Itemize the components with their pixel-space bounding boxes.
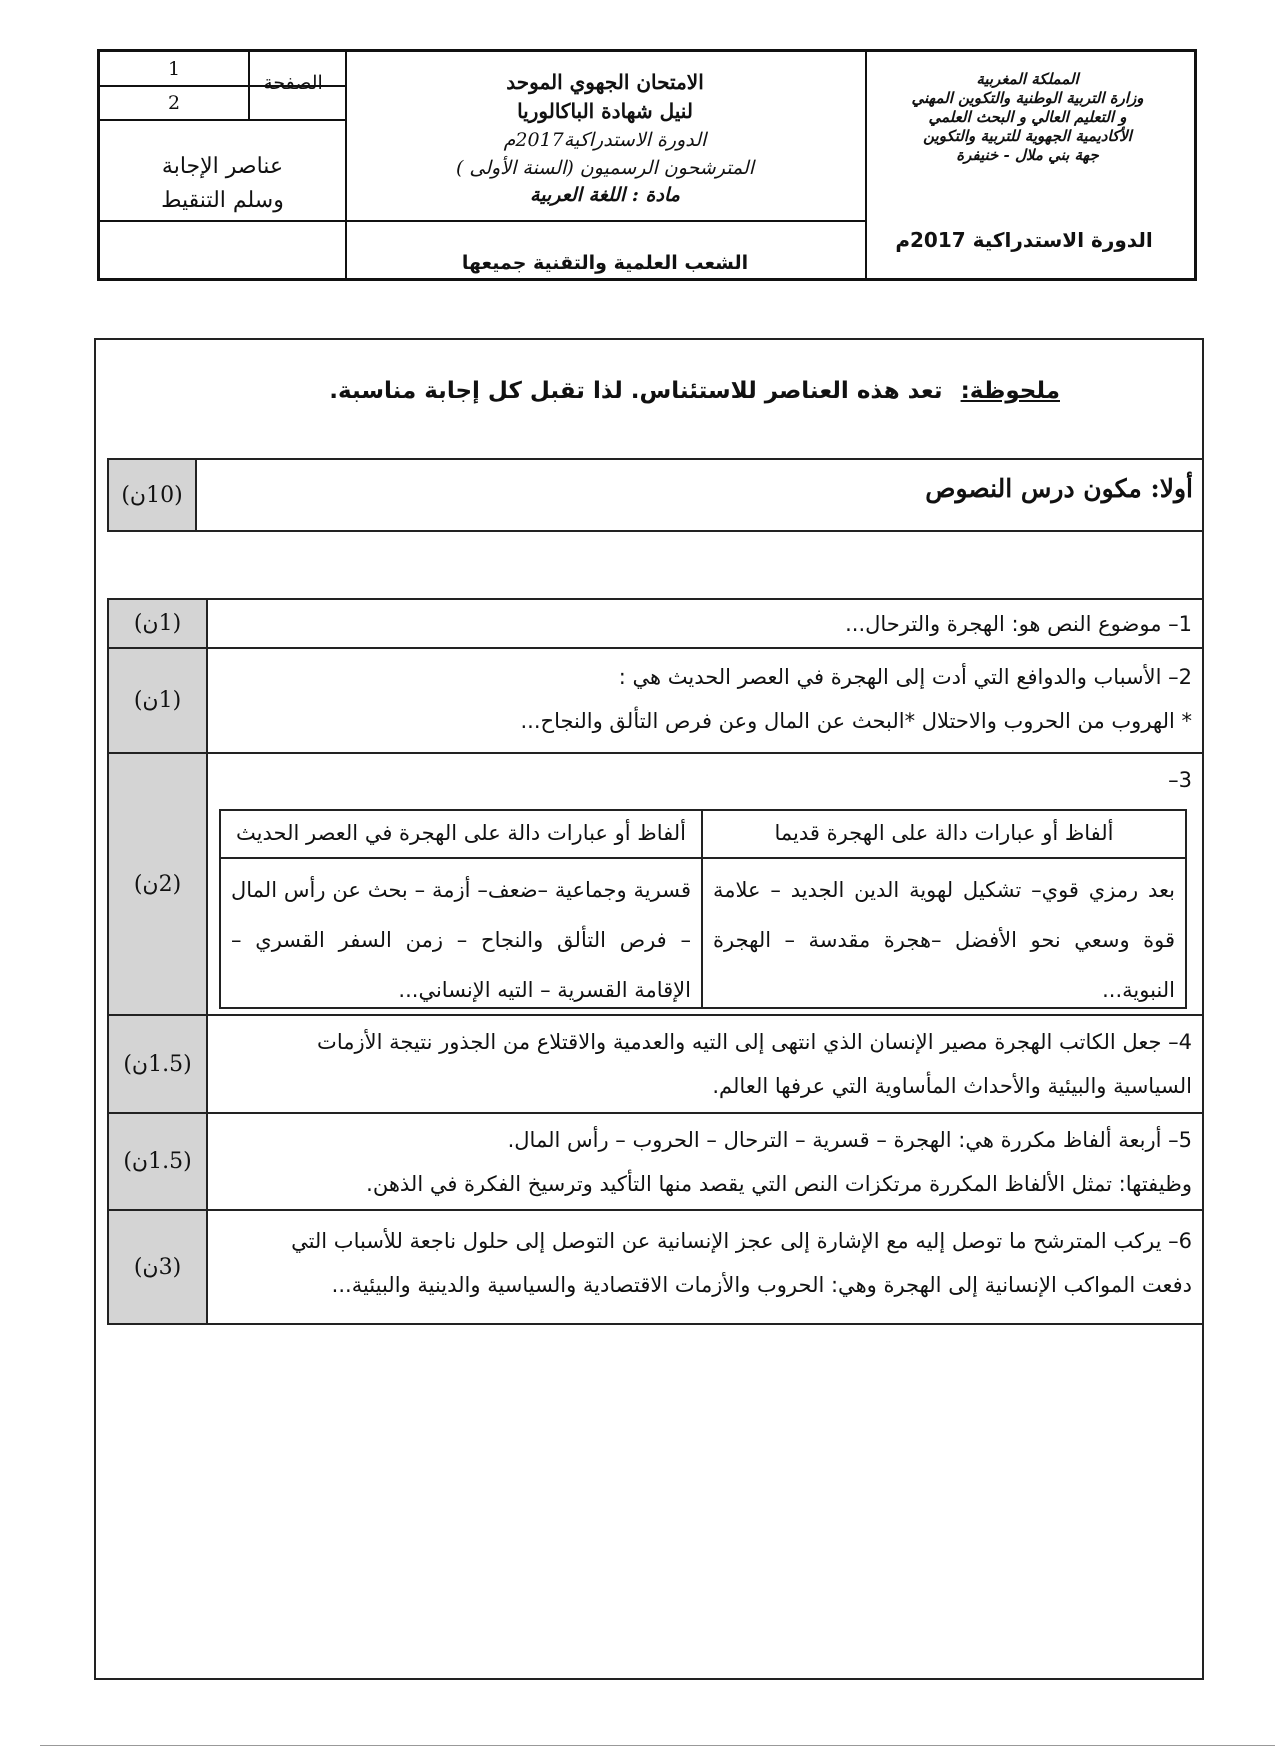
page-box-line	[100, 119, 345, 121]
question-text	[216, 758, 1192, 802]
ministry-line: و التعليم العالي و البحث العلمي	[928, 108, 1127, 126]
question-text	[216, 655, 1192, 743]
ministry-block	[865, 70, 1190, 165]
section-score: (10ن)	[107, 458, 197, 532]
question-score: (2ن)	[109, 754, 208, 1014]
exam-session: الدورة الاستدراكية2017م	[503, 129, 707, 151]
page-label: الصفحة	[263, 72, 323, 94]
question-row	[109, 1016, 1202, 1114]
exam-subtitle: لنيل شهادة الباكالوريا	[517, 99, 693, 123]
question-line: 3–	[1168, 768, 1192, 792]
page-current: 1	[167, 58, 181, 80]
vocab-body-modern: قسرية وجماعية –ضعف– أزمة – بحث عن رأس المال – فرص التألق والنجاح – زمن السفر القسري – الإقامة القسرية – التيه الإنساني...	[231, 878, 691, 1002]
vocab-table	[219, 809, 1187, 1009]
page-edge-line	[40, 1745, 1275, 1746]
section-title: أولا: مكون درس النصوص	[925, 474, 1193, 503]
question-row	[109, 1211, 1202, 1323]
exam-header	[97, 49, 1197, 281]
question-score: (1ن)	[109, 649, 208, 752]
question-row	[109, 600, 1202, 649]
question-line: * الهروب من الحروب والاحتلال *البحث عن المال وعن فرص التألق والنجاح...	[520, 709, 1192, 733]
ministry-line: الأكاديمية الجهوية للتربية والتكوين	[923, 127, 1132, 145]
question-row	[109, 649, 1202, 754]
page-total: 2	[167, 92, 181, 114]
session-label: الدورة الاستدراكية 2017م	[895, 228, 1153, 252]
question-text	[216, 1118, 1192, 1206]
ministry-line: جهة بني ملال - خنيفرة	[956, 146, 1099, 164]
answers-title	[100, 150, 345, 218]
vocab-column-modern	[221, 811, 703, 1007]
question-line: 4– جعل الكاتب الهجرة مصير الإنسان الذي انتهى إلى التيه والعدمية والاقتلاع من الجذور نتيجة الأزمات	[317, 1030, 1192, 1054]
exam-title: الامتحان الجهوي الموحد	[506, 70, 704, 94]
question-text	[216, 1020, 1192, 1108]
question-text	[216, 602, 1192, 646]
header-bottom-line	[100, 220, 865, 222]
note-text: تعد هذه العناصر للاستئناس. لذا تقبل كل إجابة مناسبة.	[329, 378, 943, 404]
answers-title-line: عناصر الإجابة	[161, 154, 284, 179]
question-score: (1.5ن)	[109, 1114, 208, 1209]
question-line: 1– موضوع النص هو: الهجرة والترحال...	[845, 612, 1192, 636]
question-score: (1ن)	[109, 600, 208, 647]
question-score: (1.5ن)	[109, 1016, 208, 1112]
exam-subject: مادة : اللغة العربية	[530, 184, 680, 206]
question-line: 5– أربعة ألفاظ مكررة هي: الهجرة – قسرية – الترحال – الحروب – رأس المال.	[507, 1128, 1192, 1152]
note-label: ملحوظة:	[960, 378, 1060, 404]
question-line: 6– يركب المترشح ما توصل إليه مع الإشارة إلى عجز الإنسانية عن التوصل إلى حلول ناجعة للأسباب التي	[291, 1229, 1192, 1253]
exam-title-block	[345, 68, 865, 209]
note	[260, 378, 1060, 404]
vocab-header-modern: ألفاظ أو عبارات دالة على الهجرة في العصر الحديث	[221, 811, 701, 859]
ministry-line: وزارة التربية الوطنية والتكوين المهني	[911, 89, 1144, 107]
answers-table	[107, 598, 1204, 1325]
exam-branches: الشعب العلمية والتقنية جميعها	[461, 252, 749, 274]
vocab-body-old: بعد رمزي قوي– تشكيل لهوية الدين الجديد – علامة قوة وسعي نحو الأفضل –هجرة مقدسة – الهجرة النبوية...	[713, 878, 1175, 1002]
question-score: (3ن)	[109, 1211, 208, 1323]
vocab-header-old: ألفاظ أو عبارات دالة على الهجرة قديما	[703, 811, 1185, 859]
answers-title-line: وسلم التنقيط	[161, 188, 284, 213]
question-row	[109, 1114, 1202, 1211]
question-row	[109, 754, 1202, 1016]
exam-candidates: المترشحون الرسميون (السنة الأولى )	[455, 157, 755, 179]
question-line: السياسية والبيئية والأحداث المأساوية التي عرفها العالم.	[712, 1074, 1192, 1098]
question-line: وظيفتها: تمثل الألفاظ المكررة مرتكزات النص التي يقصد منها التأكيد وترسيخ الفكرة في الذهن.	[366, 1172, 1192, 1196]
question-line: 2– الأسباب والدوافع التي أدت إلى الهجرة في العصر الحديث هي :	[618, 665, 1192, 689]
question-line: دفعت المواكب الإنسانية إلى الهجرة وهي: الحروب والأزمات الاقتصادية والسياسية والدينية والبيئية...	[331, 1273, 1192, 1297]
ministry-line: المملكة المغربية	[976, 70, 1079, 88]
question-text	[216, 1219, 1192, 1307]
vocab-column-old	[703, 811, 1185, 1007]
